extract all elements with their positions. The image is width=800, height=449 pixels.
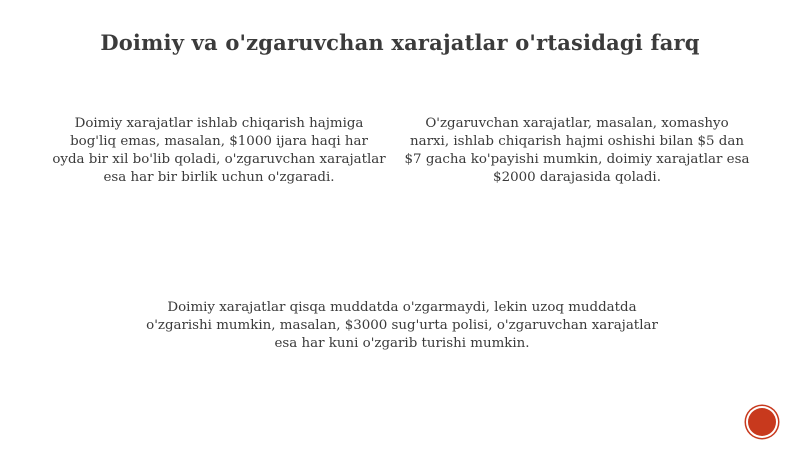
left-paragraph: Doimiy xarajatlar ishlab chiqarish hajmiga bog'liq emas, masalan, $1000 ijara haqi har oyda bir xil bo'lib qoladi, o'zgaruvchan xarajatlar esa har bir birlik uchun o'zgaradi. <box>52 116 386 185</box>
right-paragraph: O'zgaruvchan xarajatlar, masalan, xomashyo narxi, ishlab chiqarish hajmi oshishi bilan $5 dan $7 gacha ko'payishi mumkin, doimiy xarajatlar esa $2000 darajasida qoladi. <box>404 116 750 185</box>
circle-nav-icon[interactable] <box>748 408 776 436</box>
slide-title: Doimiy va o'zgaruvchan xarajatlar o'rtasidagi farq <box>100 30 700 55</box>
bottom-paragraph: Doimiy xarajatlar qisqa muddatda o'zgarmaydi, lekin uzoq muddatda o'zgarishi mumkin, masalan, $3000 sug'urta polisi, o'zgaruvchan xarajatlar esa har kuni o'zgarib turishi mumkin. <box>146 300 658 351</box>
